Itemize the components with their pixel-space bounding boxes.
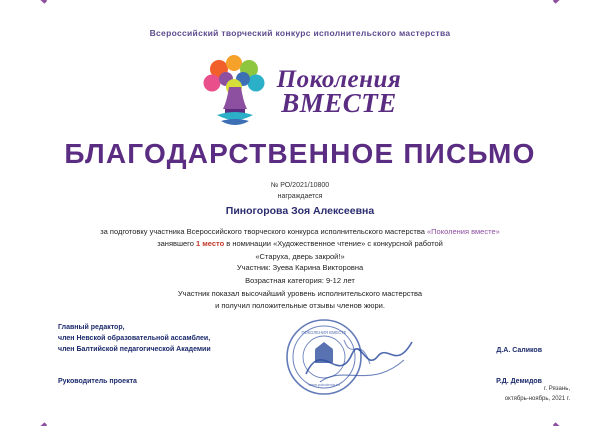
date-text: октябрь-ноябрь, 2021 г.	[504, 395, 570, 402]
result-line-1: Участник показал высочайший уровень исполнительского мастерства	[177, 288, 423, 298]
citation-line-1-text: за подготовку участника Всероссийского творческого конкурса исполнительского мастерства	[100, 227, 427, 236]
contest-name: «Поколения вместе»	[427, 227, 500, 236]
signatory-role-line-2: член Невской образовательной ассамблеи,	[58, 335, 211, 343]
place-text: г. Рязань,	[543, 385, 570, 392]
citation-work-title: «Старуха, дверь закрой!»	[255, 251, 345, 261]
document-number: № РО/2021/10800	[270, 182, 330, 189]
age-category-line: Возрастная категория: 9-12 лет	[245, 275, 355, 285]
handwritten-signature	[300, 320, 430, 400]
citation-line-2-mid: в номинации «Художественное чтение» с конкурсной работой	[224, 239, 443, 249]
citation-line-2	[60, 238, 540, 250]
logo-block	[0, 48, 600, 136]
svg-text:ПОКОЛЕНИЯ ВМЕСТЕ: ПОКОЛЕНИЯ ВМЕСТЕ	[301, 330, 347, 335]
contest-header-title: Всероссийский творческий конкурс исполнительского мастерства	[149, 28, 451, 38]
signatory-role-block-1	[58, 322, 211, 356]
logo-word-line2: ВМЕСТЕ	[281, 88, 397, 118]
svg-text:www.pokolenia.ru: www.pokolenia.ru	[308, 382, 340, 387]
awarded-label: награждается	[277, 193, 323, 200]
participant-details-block	[60, 262, 540, 313]
tree-logo-icon	[199, 53, 271, 131]
result-line-2: и получил положительные отзывы членов жюри.	[215, 301, 385, 311]
signatory-role-line-3: член Балтийской педагогической Академии	[58, 346, 211, 354]
citation-line-1	[60, 226, 540, 238]
participant-name-line: Участник: Зуева Карина Викторовна	[236, 263, 364, 272]
logo-wordmark	[277, 67, 402, 117]
citation-block	[60, 226, 540, 263]
recipient-name: Пиногорова Зоя Алексеевна	[225, 205, 375, 217]
place-awarded: 1 место	[196, 239, 225, 249]
signatory-role-2: Руководитель проекта	[58, 378, 137, 385]
citation-line-2-pre: занявшего	[157, 239, 196, 249]
document-title: БЛАГОДАРСТВЕННОЕ ПИСЬМО	[64, 138, 536, 169]
logo-word-line1: Поколения	[276, 66, 402, 93]
place-and-date	[505, 384, 570, 404]
signatory-name-2: Р.Д. Демидов	[496, 378, 542, 385]
signatory-name-1: Д.А. Саликов	[496, 347, 542, 354]
signatory-role-line-1: Главный редактор,	[58, 324, 125, 331]
